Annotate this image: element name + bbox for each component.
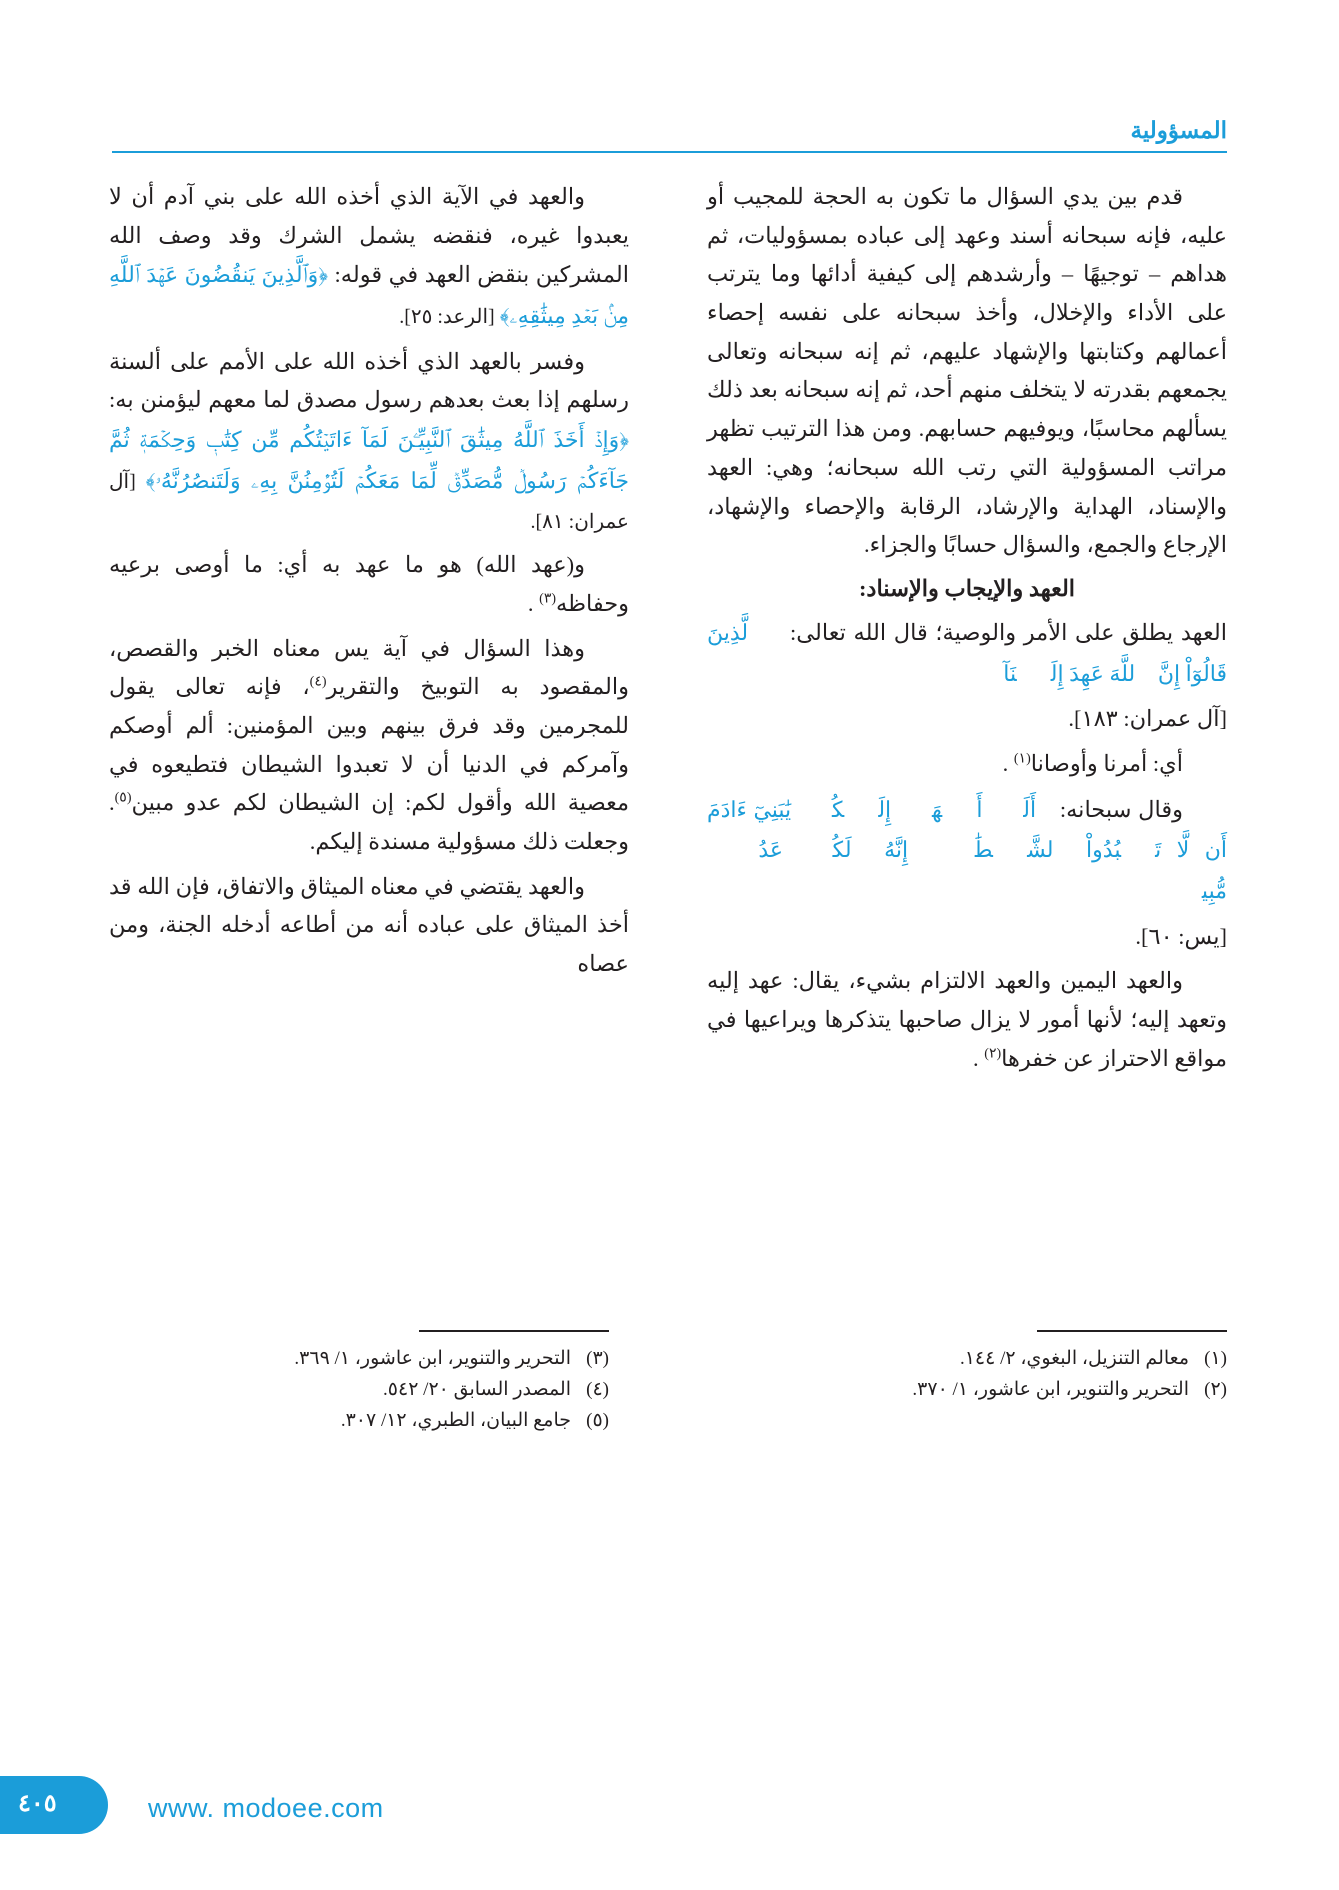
page-body — [109, 178, 1227, 1318]
footnote-marker: (٥) — [114, 790, 132, 806]
quran-verse: ﴿وَإِذۡ أَخَذَ ٱللَّهُ مِيثَٰقَ ٱلنَّبِيِّـۧنَ لَمَآ ءَاتَيۡتُكُم مِّن كِتَٰبٖ وَحِكۡمَةٖ ثُمَّ جَآءَكُمۡ رَسُولٞ مُّصَدِّقٞ لِّمَا مَعَكُمۡ لَتُؤۡمِنُنَّ بِهِۦ وَلَتَنصُرُنَّهُۥ﴾ — [109, 427, 629, 493]
footnote-number: (٢) — [1204, 1378, 1227, 1400]
source-reference: [يس: ٦٠]. — [1135, 923, 1227, 949]
footnotes-left — [109, 1330, 609, 1436]
page-footer — [0, 1760, 1339, 1890]
paragraph: العهد يطلق على الأمر والوصية؛ قال الله تعالى: ﴿ٱلَّذِينَ قَالُوٓاْ إِنَّ ٱللَّهَ عَهِدَ إِلَيۡنَآ﴾ — [707, 619, 1227, 686]
footnote-text: التحرير والتنوير، ابن عاشور، ١/ ٣٦٩. — [294, 1348, 571, 1369]
footnotes — [109, 1330, 1227, 1480]
footnote-number: (٣) — [586, 1348, 609, 1369]
paragraph: وهذا السؤال في آية يس معناه الخبر والقصص، والمقصود به التوبيخ والتقرير$^{(٤)}$، فإنه تعالى يقول للمجرمين وقد فرق بينهم وبين المؤمنين: ألم أوصكم وآمركم في الدنيا أن لا تعبدوا الشيطان فتطيعوه في معصية الله وأقول لكم: إن الشيطان لكم عدو مبين$^{(٥)}$. وجعلت ذلك مسؤولية مسندة إليكم. — [109, 635, 629, 854]
site-url[interactable]: www. modoee.com — [148, 1793, 384, 1823]
footnote-text: المصدر السابق ٢٠/ ٥٤٢. — [383, 1378, 571, 1400]
paragraph: والعهد في الآية الذي أخذه الله على بني آدم أن لا يعبدوا غيره، فنقضه يشمل الشرك وقد وصف الله المشركين بنقض العهد في قوله: ﴿وَٱلَّذِينَ يَنقُضُونَ عَهۡدَ ٱللَّهِ مِنۢ بَعۡدِ مِيثَٰقِهِۦ﴾ [الرعد: ٢٥]. — [109, 184, 629, 329]
source-reference: [آل عمران: ٨١]. — [109, 470, 629, 533]
footnotes-right — [727, 1330, 1227, 1406]
paragraph: قدم بين يدي السؤال ما تكون به الحجة للمجيب أو عليه، فإنه سبحانه أسند وعهد إلى عباده بمسؤوليات، ثم هداهم – توجيهًا – وأرشدهم إلى كيفية أدائها وما يترتب على الأداء والإخلال، وأخذ سبحانه على نفسه إحصاء أعمالهم وكتابتها والإشهاد عليهم، ثم إنه سبحانه وتعالى يجمعهم بقدرته لا يتخلف منهم أحد، ثم إنه سبحانه بعد ذلك يسألهم محاسبًا، ويوفيهم حسابهم. ومن هذا الترتيب تظهر مراتب المسؤولية التي رتب الله سبحانه؛ وهي: العهد والإسناد، الهداية والإرشاد، الرقابة والإحصاء والإشهاد، الإرجاع والجمع، والسؤال حسابًا والجزاء. — [707, 184, 1227, 558]
footnote-number: (٤) — [586, 1378, 609, 1400]
footnote-item — [109, 1406, 609, 1437]
section-subheading: العهد والإيجاب والإسناد: — [858, 575, 1076, 601]
footnote-item — [109, 1375, 609, 1406]
paragraph: وقال سبحانه: ﴿أَلَمۡ أَعۡهَدۡ إِلَيۡكُمۡ يَٰبَنِيٓ ءَادَمَ أَن لَّا تَعۡبُدُواْ ٱلشَّيۡطَٰنَۖ إِنَّهُۥ لَكُمۡ عَدُوّٞ مُّبِينٞ﴾ — [707, 796, 1227, 903]
page-title: المسؤولية — [1130, 118, 1227, 143]
footnote-number: (١) — [1204, 1348, 1227, 1369]
footnote-marker: (٢) — [984, 1046, 1002, 1062]
footnote-marker: (٣) — [539, 591, 557, 607]
quran-verse: ﴿ٱلَّذِينَ قَالُوٓاْ إِنَّ ٱللَّهَ عَهِدَ إِلَيۡنَآ﴾ — [707, 619, 1227, 686]
paragraph: والعهد يقتضي في معناه الميثاق والاتفاق، فإن الله قد أخذ الميثاق على عباده أنه من أطاعه أدخله الجنة، ومن عصاه — [109, 873, 629, 977]
footnote-number: (٥) — [586, 1409, 609, 1431]
paragraph: و(عهد الله) هو ما عهد به أي: ما أوصى برعيه وحفاظه$^{(٣)}$ . — [109, 552, 629, 616]
footnote-item — [727, 1344, 1227, 1375]
footnote-item — [727, 1375, 1227, 1406]
column-left — [109, 178, 629, 990]
footnote-text: معالم التنزيل، البغوي، ٢/ ١٤٤. — [959, 1348, 1189, 1369]
paragraph: وفسر بالعهد الذي أخذه الله على الأمم على ألسنة رسلهم إذا بعث بعدهم رسول مصدق لما معهم ليؤمنن به: ﴿وَإِذۡ أَخَذَ ٱللَّهُ مِيثَٰقَ ٱلنَّبِيِّـۧنَ لَمَآ ءَاتَيۡتُكُم مِّن كِتَٰبٖ وَحِكۡمَةٖ ثُمَّ جَآءَكُمۡ رَسُولٞ مُّصَدِّقٞ لِّمَا مَعَكُمۡ لَتُؤۡمِنُنَّ بِهِۦ وَلَتَنصُرُنَّهُۥ﴾ [آل عمران: ٨١]. — [109, 348, 629, 533]
source-reference: [آل عمران: ١٨٣]. — [1068, 706, 1227, 732]
footnote-text: التحرير والتنوير، ابن عاشور، ١/ ٣٧٠. — [912, 1378, 1189, 1400]
column-right — [707, 178, 1227, 1084]
footnote-divider — [1037, 1330, 1227, 1332]
footnote-item — [109, 1344, 609, 1375]
footnote-marker: (١) — [1013, 751, 1031, 767]
footnote-text: جامع البيان، الطبري، ١٢/ ٣٠٧. — [340, 1409, 571, 1431]
paragraph: والعهد اليمين والعهد الالتزام بشيء، يقال: عهد إليه وتعهد إليه؛ لأنها أمور لا يزال صاحبها يتذكرها ويراعيها في مواقع الاحتراز عن خفرها$^{(٢)}$ . — [707, 968, 1227, 1071]
quran-verse: ﴿أَلَمۡ أَعۡهَدۡ إِلَيۡكُمۡ يَٰبَنِيٓ ءَادَمَ أَن لَّا تَعۡبُدُواْ ٱلشَّيۡطَٰنَۖ إِنَّهُۥ لَكُمۡ عَدُوّٞ مُّبِينٞ﴾ — [707, 796, 1227, 903]
footnote-divider — [419, 1330, 609, 1332]
header-divider — [112, 151, 1227, 153]
page-header — [112, 118, 1227, 158]
paragraph: أي: أمرنا وأوصانا$^{(١)}$ . — [1002, 750, 1183, 776]
footnote-marker: (٤) — [309, 674, 327, 690]
quran-verse: ﴿وَٱلَّذِينَ يَنقُضُونَ عَهۡدَ ٱللَّهِ مِنۢ بَعۡدِ مِيثَٰقِهِۦ﴾ — [109, 262, 629, 329]
source-reference: [الرعد: ٢٥]. — [399, 306, 500, 329]
page-number: ٤٠٥ — [18, 1791, 57, 1817]
